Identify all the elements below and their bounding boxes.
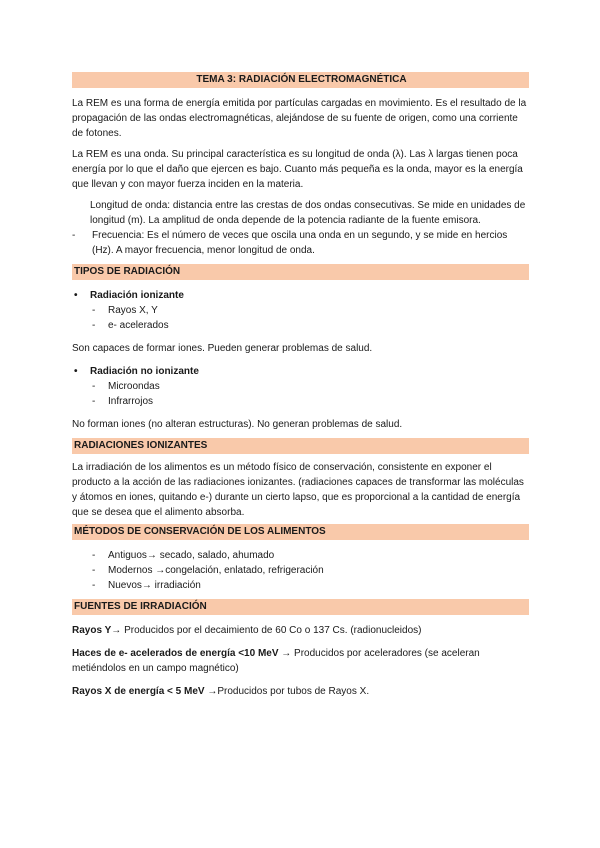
dash-marker: - xyxy=(92,305,96,316)
no-ionizante-note: No forman iones (no alteran estructuras). No generan problemas de salud. xyxy=(72,419,403,430)
list-item-text: Nuevos→ irradiación xyxy=(108,580,201,591)
dash-marker: - xyxy=(92,550,96,561)
page-title: TEMA 3: RADIACIÓN ELECTROMAGNÉTICA xyxy=(72,72,529,88)
fuente-label: Rayos Y xyxy=(72,625,112,636)
fuente-haces-electrones xyxy=(72,646,529,676)
dash-marker: - xyxy=(92,381,96,392)
frecuencia-text: Frecuencia: Es el número de veces que oscila una onda en un segundo, y se mide en hercios (Hz). A mayor frecuencia, menor longitud de onda. xyxy=(92,230,508,256)
list-item xyxy=(72,563,529,578)
frecuencia-item xyxy=(72,228,529,258)
bullet-radiacion-no-ionizante xyxy=(72,364,529,379)
list-item xyxy=(72,303,529,318)
bullet-marker: • xyxy=(74,290,78,301)
ionizante-note: Son capaces de formar iones. Pueden generar problemas de salud. xyxy=(72,343,373,354)
fuente-text: →Producidos por tubos de Rayos X. xyxy=(204,686,370,697)
list-item-text: Modernos →congelación, enlatado, refrigeración xyxy=(108,565,324,576)
section-heading-metodos: MÉTODOS DE CONSERVACIÓN DE LOS ALIMENTOS xyxy=(72,524,529,540)
bullet-marker: • xyxy=(74,366,78,377)
list-item xyxy=(72,548,529,563)
document-page xyxy=(72,72,529,699)
intro-paragraph-2: La REM es una onda. Su principal característica es su longitud de onda (λ). Las λ largas tienen poca energía por lo que el daño que ejercen es bajo. Cuanto más pequeña es la onda, mayor es la energía que llevan y con mayor fuerza inciden en la materia. xyxy=(72,149,523,190)
list-item-text: Microondas xyxy=(108,381,160,392)
fuente-label: Haces de e- acelerados de energía <10 MeV xyxy=(72,648,279,659)
fuente-text: → Producidos por aceleradores (se aceleran metiéndolos en un campo magnético) xyxy=(72,648,480,674)
fuente-rayos-x xyxy=(72,684,529,699)
dash-marker: - xyxy=(92,565,96,576)
list-item-text: Infrarrojos xyxy=(108,396,154,407)
list-item xyxy=(72,394,529,409)
bullet-label: Radiación ionizante xyxy=(90,290,184,301)
fuente-label: Rayos X de energía < 5 MeV xyxy=(72,686,205,697)
dash-marker: - xyxy=(72,230,76,241)
fuente-rayos-y xyxy=(72,623,529,638)
dash-marker: - xyxy=(92,396,96,407)
dash-marker: - xyxy=(92,580,96,591)
list-item-text: Antiguos→ secado, salado, ahumado xyxy=(108,550,275,561)
list-item xyxy=(72,379,529,394)
list-item-text: e- acelerados xyxy=(108,320,169,331)
list-item xyxy=(72,578,529,593)
list-item-text: Rayos X, Y xyxy=(108,305,158,316)
bullet-label: Radiación no ionizante xyxy=(90,366,199,377)
dash-marker: - xyxy=(92,320,96,331)
longitud-onda-paragraph: Longitud de onda: distancia entre las crestas de dos ondas consecutivas. Se mide en unidades de longitud (m). La amplitud de onda depende de la potencia radiante de la fuente emisora. xyxy=(90,200,526,226)
list-item xyxy=(72,318,529,333)
fuente-text: → Producidos por el decaimiento de 60 Co o 137 Cs. (radionucleidos) xyxy=(111,625,422,636)
section-heading-radiaciones: RADIACIONES IONIZANTES xyxy=(72,438,529,454)
radiaciones-paragraph: La irradiación de los alimentos es un método físico de conservación, consistente en exponer el producto a la acción de las radiaciones ionizantes. (radiaciones capaces de transformar las moléculas y átomos en iones, quitando e-) durante un cierto lapso, que es proporcional a la cantidad de energía que se desea que el alimento absorba. xyxy=(72,462,524,518)
intro-paragraph-1: La REM es una forma de energía emitida por partículas cargadas en movimiento. Es el resultado de la propagación de las ondas electromagnéticas, alejándose de su fuente de origen, como una corriente de fotones. xyxy=(72,98,527,139)
section-heading-tipos: TIPOS DE RADIACIÓN xyxy=(72,264,529,280)
bullet-radiacion-ionizante xyxy=(72,288,529,303)
section-heading-fuentes: FUENTES DE IRRADIACIÓN xyxy=(72,599,529,615)
